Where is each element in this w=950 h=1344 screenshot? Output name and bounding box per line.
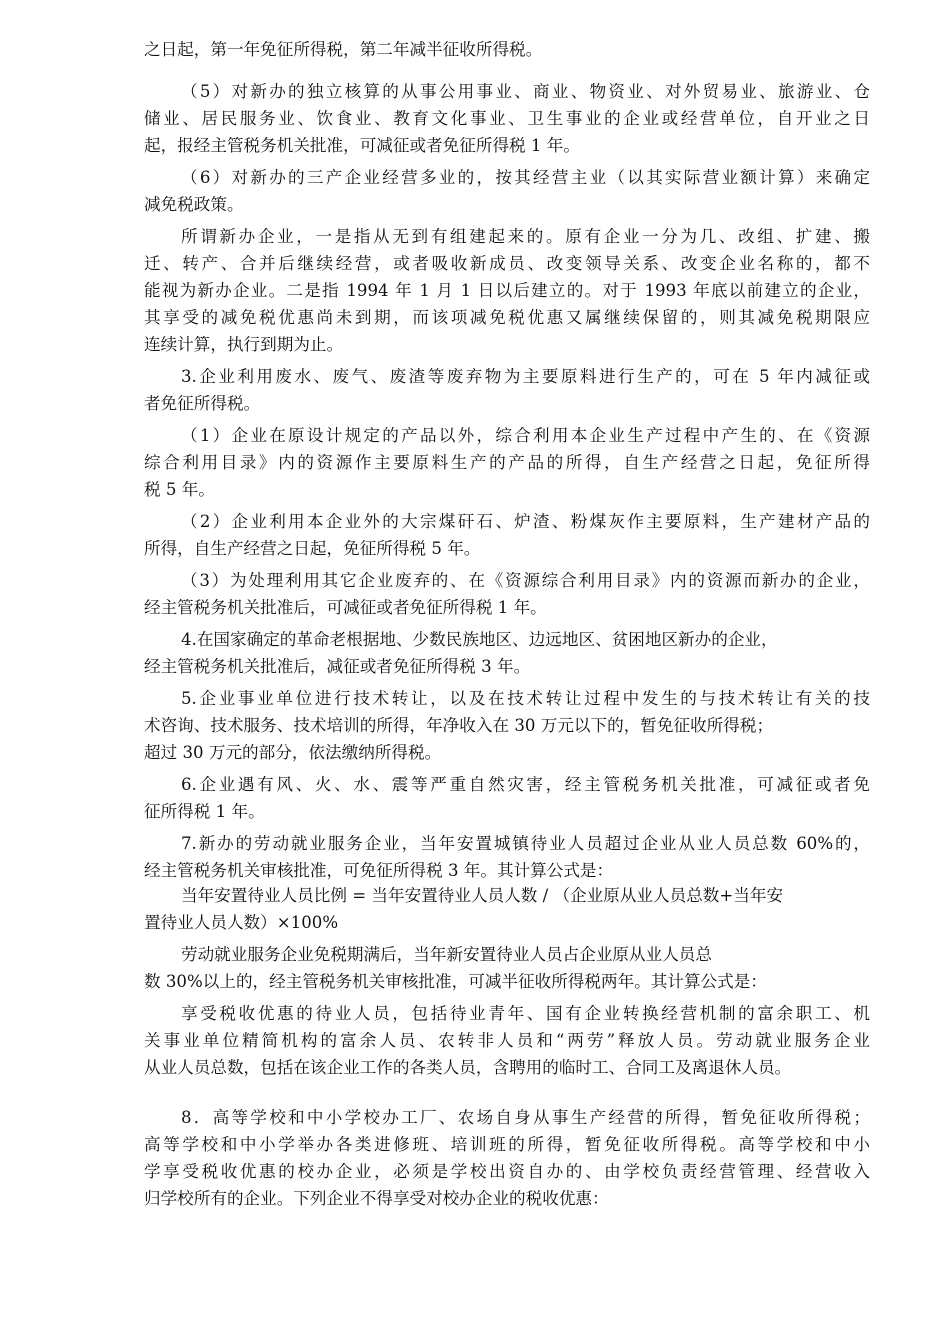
text-line: 享受税收优惠的待业人员，包括待业青年、国有企业转换经营机制的富余职工、机 [181, 1004, 870, 1023]
text-line: 6.企业遇有风、火、水、震等严重自然灾害，经主管税务机关批准，可减征或者免 [181, 775, 870, 794]
text-line: 数 30%以上的，经主管税务机关审核批准，可减半征收所得税两年。其计算公式是： [144, 972, 767, 991]
text-line: （3）为处理利用其它企业废弃的、在《资源综合利用目录》内的资源而新办的企业， [181, 571, 870, 590]
text-line: 归学校所有的企业。下列企业不得享受对校办企业的税收优惠： [144, 1189, 609, 1208]
formula-line: 当年安置待业人员比例 = 当年安置待业人员人数 / （企业原从业人员总数+当年安 [181, 886, 784, 905]
text-line: 所谓新办企业，一是指从无到有组建起来的。原有企业一分为几、改组、扩建、搬 [181, 227, 870, 246]
text-line: 劳动就业服务企业免税期满后，当年新安置待业人员占企业原从业人员总 [181, 945, 712, 964]
text-line: 4.在国家确定的革命老根据地、少数民族地区、边远地区、贫困地区新办的企业， [181, 630, 778, 649]
text-line: 8．高等学校和中小学校办工厂、农场自身从事生产经营的所得，暂免征收所得税； [181, 1108, 870, 1127]
text-line: 超过 30 万元的部分，依法缴纳所得税。 [144, 743, 442, 762]
text-line: 学享受税收优惠的校办企业，必须是学校出资自办的、由学校负责经营管理、经营收入 [144, 1162, 870, 1181]
text-line: 其享受的减免税优惠尚未到期，而该项减免税优惠又属继续保留的，则其减免税期限应 [144, 308, 870, 327]
text-line: 之日起，第一年免征所得税，第二年减半征收所得税。 [144, 40, 543, 59]
text-line: （6）对新办的三产企业经营多业的，按其经营主业（以其实际营业额计算）来确定 [181, 168, 870, 187]
text-line: 所得，自生产经营之日起，免征所得税 5 年。 [144, 539, 481, 558]
text-line: 7.新办的劳动就业服务企业，当年安置城镇待业人员超过企业从业人员总数 60%的， [181, 834, 870, 853]
text-line: 关事业单位精简机构的富余人员、农转非人员和“两劳”释放人员。劳动就业服务企业 [144, 1031, 870, 1050]
text-line: 连续计算，执行到期为止。 [144, 335, 344, 354]
text-line: 征所得税 1 年。 [144, 802, 265, 821]
text-line: （5）对新办的独立核算的从事公用事业、商业、物资业、对外贸易业、旅游业、仓 [181, 82, 870, 101]
text-line: 经主管税务机关批准后，减征或者免征所得税 3 年。 [144, 657, 531, 676]
text-line: 术咨询、技术服务、技术培训的所得，年净收入在 30 万元以下的，暂免征收所得税； [144, 716, 774, 735]
text-line: 5.企业事业单位进行技术转让，以及在技术转让过程中发生的与技术转让有关的技 [181, 689, 870, 708]
text-line: （1）企业在原设计规定的产品以外，综合利用本企业生产过程中产生的、在《资源 [181, 426, 870, 445]
text-line: 储业、居民服务业、饮食业、教育文化事业、卫生事业的企业或经营单位，自开业之日 [144, 109, 870, 128]
text-line: 起，报经主管税务机关批准，可减征或者免征所得税 1 年。 [144, 136, 580, 155]
text-line: 经主管税务机关批准后，可减征或者免征所得税 1 年。 [144, 598, 547, 617]
text-line: 从业人员总数，包括在该企业工作的各类人员，含聘用的临时工、合同工及离退休人员。 [144, 1058, 792, 1077]
text-line: 3.企业利用废水、废气、废渣等废弃物为主要原料进行生产的，可在 5 年内减征或 [181, 367, 870, 386]
text-line: （2）企业利用本企业外的大宗煤矸石、炉渣、粉煤灰作主要原料，生产建材产品的 [181, 512, 870, 531]
text-line: 高等学校和中小学举办各类进修班、培训班的所得，暂免征收所得税。高等学校和中小 [144, 1135, 870, 1154]
text-line: 税 5 年。 [144, 480, 215, 499]
text-line: 能视为新办企业。二是指 1994 年 1 月 1 日以后建立的。对于 1993 年底以前建立的企业， [144, 281, 870, 300]
formula-line: 置待业人员人数）×100% [144, 913, 339, 932]
text-line: 综合利用目录》内的资源作主要原料生产的产品的所得，自生产经营之日起，免征所得 [144, 453, 870, 472]
text-line: 者免征所得税。 [144, 394, 261, 413]
text-line: 减免税政策。 [144, 195, 244, 214]
text-line: 经主管税务机关审核批准，可免征所得税 3 年。其计算公式是： [144, 861, 614, 880]
text-line: 迁、转产、合并后继续经营，或者吸收新成员、改变领导关系、改变企业名称的，都不 [144, 254, 870, 273]
